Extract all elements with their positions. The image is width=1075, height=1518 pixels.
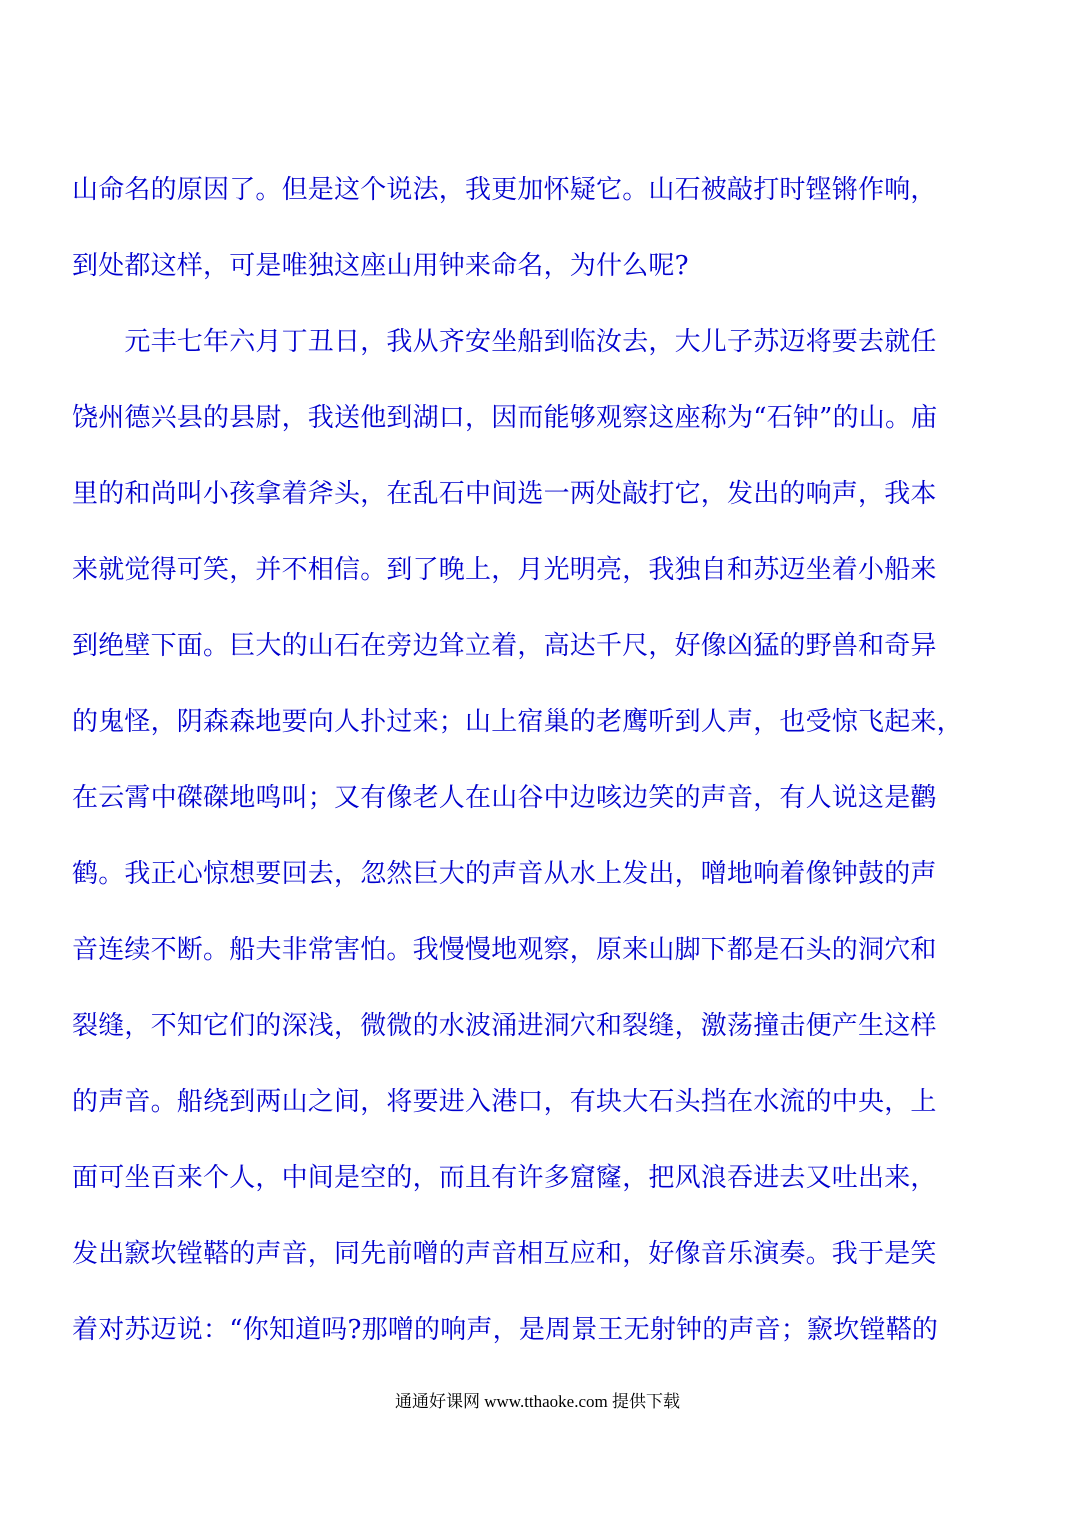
text-line: 发出窾坎镗鞳的声音，同先前噌的声音相互应和，好像音乐演奏。我于是笑 — [72, 1239, 937, 1269]
text-line: 鹤。我正心惊想要回去，忽然巨大的声音从水上发出，噌地响着像钟鼓的声 — [72, 859, 937, 889]
text-line: 到绝壁下面。巨大的山石在旁边耸立着，高达千尺，好像凶猛的野兽和奇异 — [72, 631, 937, 661]
text-line: 饶州德兴县的县尉，我送他到湖口，因而能够观察这座称为“石钟”的山。庙 — [72, 403, 938, 433]
text-line: 的声音。船绕到两山之间，将要进入港口，有块大石头挡在水流的中央，上 — [72, 1087, 937, 1117]
text-line: 音连续不断。船夫非常害怕。我慢慢地观察，原来山脚下都是石头的洞穴和 — [72, 935, 937, 965]
text-line: 面可坐百来个人，中间是空的，而且有许多窟窿，把风浪吞进去又吐出来， — [72, 1163, 937, 1193]
text-line: 着对苏迈说：“你知道吗?那噌的响声，是周景王无射钟的声音；窾坎镗鞳的 — [72, 1315, 939, 1345]
text-line: 元丰七年六月丁丑日，我从齐安坐船到临汝去，大儿子苏迈将要去就任 — [72, 327, 937, 357]
page-footer: 通通好课网 www.tthaoke.com 提供下载 — [394, 1392, 681, 1411]
text-line: 裂缝，不知它们的深浅，微微的水波涌进洞穴和裂缝，激荡撞击便产生这样 — [72, 1011, 937, 1041]
text-line: 的鬼怪，阴森森地要向人扑过来；山上宿巢的老鹰听到人声，也受惊飞起来， — [72, 707, 963, 737]
text-line: 在云霄中磔磔地鸣叫；又有像老人在山谷中边咳边笑的声音，有人说这是鹳 — [72, 783, 937, 813]
text-line: 山命名的原因了。但是这个说法，我更加怀疑它。山石被敲打时铿锵作响， — [72, 175, 937, 205]
text-line: 来就觉得可笑，并不相信。到了晚上，月光明亮，我独自和苏迈坐着小船来 — [72, 555, 937, 585]
text-line: 里的和尚叫小孩拿着斧头，在乱石中间选一两处敲打它，发出的响声，我本 — [72, 479, 937, 509]
text-line: 到处都这样，可是唯独这座山用钟来命名，为什么呢? — [72, 251, 689, 281]
